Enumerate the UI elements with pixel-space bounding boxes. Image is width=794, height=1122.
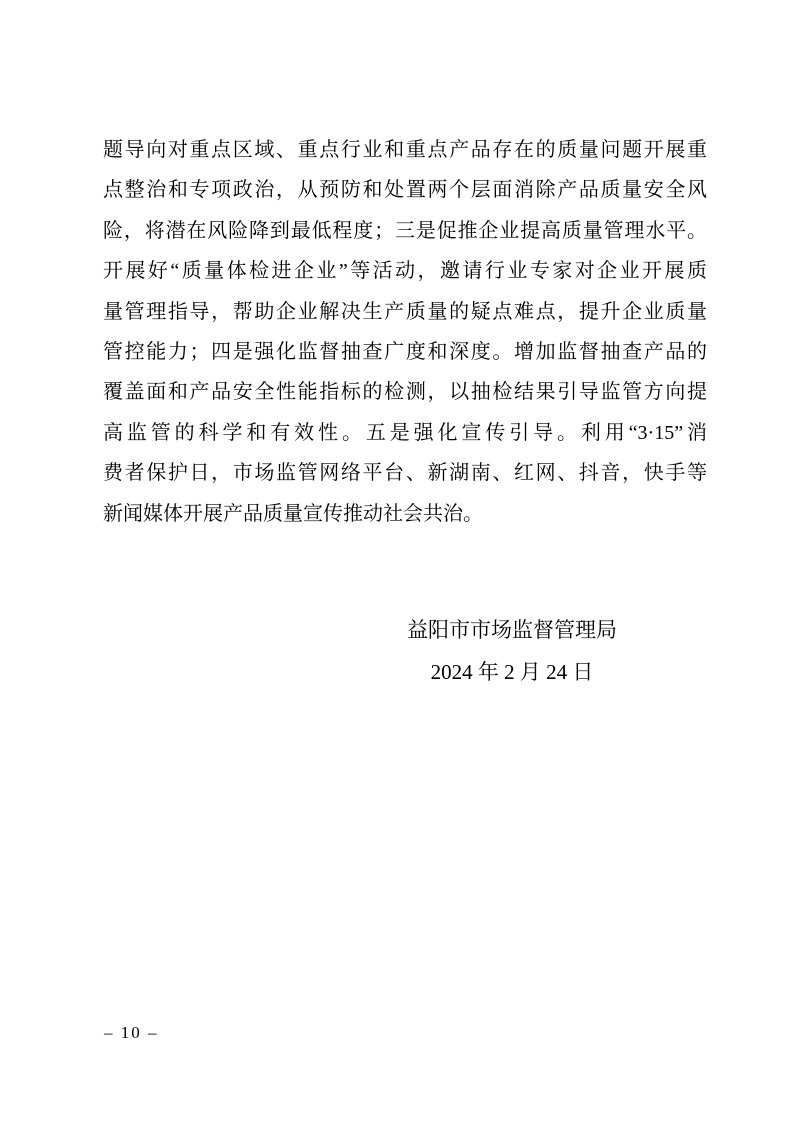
body-line: 管控能力；四是强化监督抽查广度和深度。增加监督抽查产品的 [103, 340, 707, 363]
body-text [103, 130, 707, 534]
body-line: 量管理指导，帮助企业解决生产质量的疑点难点，提升企业质量 [103, 300, 707, 323]
body-line: 新闻媒体开展产品质量宣传推动社会共治。 [103, 502, 483, 525]
body-line: 险，将潜在风险降到最低程度；三是促推企业提高质量管理水平。 [103, 219, 707, 242]
body-line: 高监管的科学和有效性。五是强化宣传引导。利用“3·15”消 [103, 421, 707, 444]
body-line: 题导向对重点区域、重点行业和重点产品存在的质量问题开展重 [103, 139, 707, 161]
signature-date: 2024 年 2 月 24 日 [430, 660, 594, 684]
page-number: – 10 – [104, 1023, 159, 1042]
body-line: 费者保护日，市场监管网络平台、新湖南、红网、抖音，快手等 [103, 462, 707, 485]
body-line: 点整治和专项政治，从预防和处置两个层面消除产品质量安全风 [103, 179, 707, 202]
body-line: 覆盖面和产品安全性能指标的检测，以抽检结果引导监管方向提 [103, 381, 707, 404]
signature-organization: 益阳市市场监督管理局 [407, 618, 617, 642]
body-line: 开展好“质量体检进企业”等活动，邀请行业专家对企业开展质 [103, 260, 707, 283]
signature-block [345, 609, 679, 693]
